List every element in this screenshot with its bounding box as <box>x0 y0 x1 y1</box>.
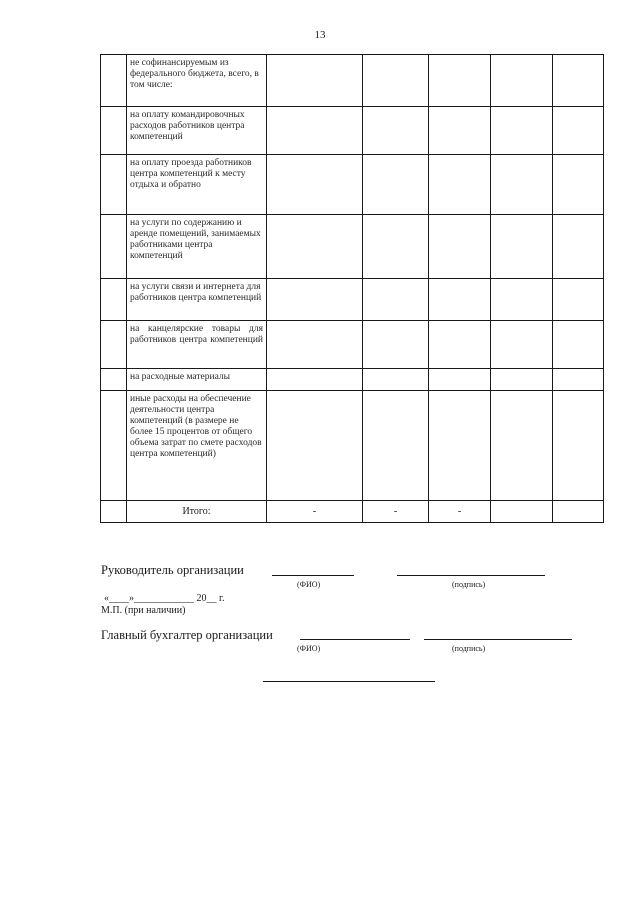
table-cell <box>429 279 491 321</box>
table-row <box>101 55 604 107</box>
table-cell <box>267 107 363 155</box>
table-cell <box>429 55 491 107</box>
expense-table <box>100 54 604 523</box>
table-cell <box>101 321 127 369</box>
table-cell <box>101 55 127 107</box>
table-cell <box>101 155 127 215</box>
table-row <box>101 369 604 391</box>
table-cell <box>363 391 429 501</box>
total-value: - <box>429 501 491 523</box>
row-label: на расходные материалы <box>127 369 267 391</box>
table-cell <box>363 321 429 369</box>
table-cell <box>553 215 604 279</box>
row-label: на канцелярские товары для работников центра компетенций <box>127 321 267 369</box>
table-cell <box>553 279 604 321</box>
table-cell <box>553 55 604 107</box>
table-row <box>101 391 604 501</box>
table-cell <box>267 279 363 321</box>
table-row <box>101 321 604 369</box>
table-cell <box>491 369 553 391</box>
table-cell <box>267 215 363 279</box>
stamp-note: М.П. (при наличии) <box>101 605 186 616</box>
total-value <box>491 501 553 523</box>
table-cell <box>101 369 127 391</box>
table-cell <box>363 279 429 321</box>
accountant-fio-line <box>300 639 410 640</box>
table-row <box>101 155 604 215</box>
table-cell <box>429 215 491 279</box>
table-cell <box>491 55 553 107</box>
table-cell <box>491 321 553 369</box>
table-cell <box>267 321 363 369</box>
table-row <box>101 107 604 155</box>
table-cell <box>429 155 491 215</box>
table-cell <box>553 391 604 501</box>
table-cell <box>101 391 127 501</box>
table-cell <box>553 155 604 215</box>
row-label: на оплату командировочных расходов работников центра компетенций <box>127 107 267 155</box>
table-cell <box>553 107 604 155</box>
table-cell <box>101 107 127 155</box>
row-label: на услуги по содержанию и аренде помещений, занимаемых работниками центра компетенций <box>127 215 267 279</box>
table-cell <box>363 55 429 107</box>
table-cell <box>553 369 604 391</box>
table-cell <box>363 155 429 215</box>
table-cell <box>491 107 553 155</box>
row-label: не софинансируемым из федерального бюджета, всего, в том числе: <box>127 55 267 107</box>
head-fio-line <box>272 575 354 576</box>
table-cell <box>429 369 491 391</box>
total-value <box>553 501 604 523</box>
accountant-fio-caption: (ФИО) <box>297 644 321 653</box>
table-cell <box>101 501 127 523</box>
accountant-signature-label: Главный бухгалтер организации <box>101 628 273 642</box>
row-label: на оплату проезда работников центра компетенций к месту отдыха и обратно <box>127 155 267 215</box>
page-number: 13 <box>314 29 326 41</box>
table-cell <box>267 391 363 501</box>
total-label: Итого: <box>127 501 267 523</box>
head-signature-caption: (подпись) <box>452 580 486 589</box>
table-cell <box>491 155 553 215</box>
total-row <box>101 501 604 523</box>
table-row <box>101 215 604 279</box>
row-label: на услуги связи и интернета для работников центра компетенций <box>127 279 267 321</box>
head-signature-line <box>397 575 545 576</box>
table-cell <box>363 369 429 391</box>
table-cell <box>101 215 127 279</box>
date-line: «____»____________ 20__ г. <box>104 593 225 604</box>
table-cell <box>267 369 363 391</box>
head-fio-caption: (ФИО) <box>297 580 321 589</box>
table-cell <box>429 321 491 369</box>
row-label: иные расходы на обеспечение деятельности центра компетенций (в размере не более 15 процентов от общего объема затрат по смете расходов центра компетенций) <box>127 391 267 501</box>
table-cell <box>267 155 363 215</box>
table-cell <box>491 391 553 501</box>
accountant-signature-line <box>424 639 572 640</box>
total-value: - <box>267 501 363 523</box>
table-cell <box>491 279 553 321</box>
head-signature-label: Руководитель организации <box>101 563 244 577</box>
table-cell <box>363 107 429 155</box>
table-row <box>101 279 604 321</box>
bottom-rule <box>263 681 435 682</box>
table-cell <box>491 215 553 279</box>
table-cell <box>429 391 491 501</box>
accountant-signature-caption: (подпись) <box>452 644 486 653</box>
total-value: - <box>363 501 429 523</box>
table-cell <box>429 107 491 155</box>
table-cell <box>267 55 363 107</box>
table-cell <box>553 321 604 369</box>
table-cell <box>363 215 429 279</box>
table-cell <box>101 279 127 321</box>
